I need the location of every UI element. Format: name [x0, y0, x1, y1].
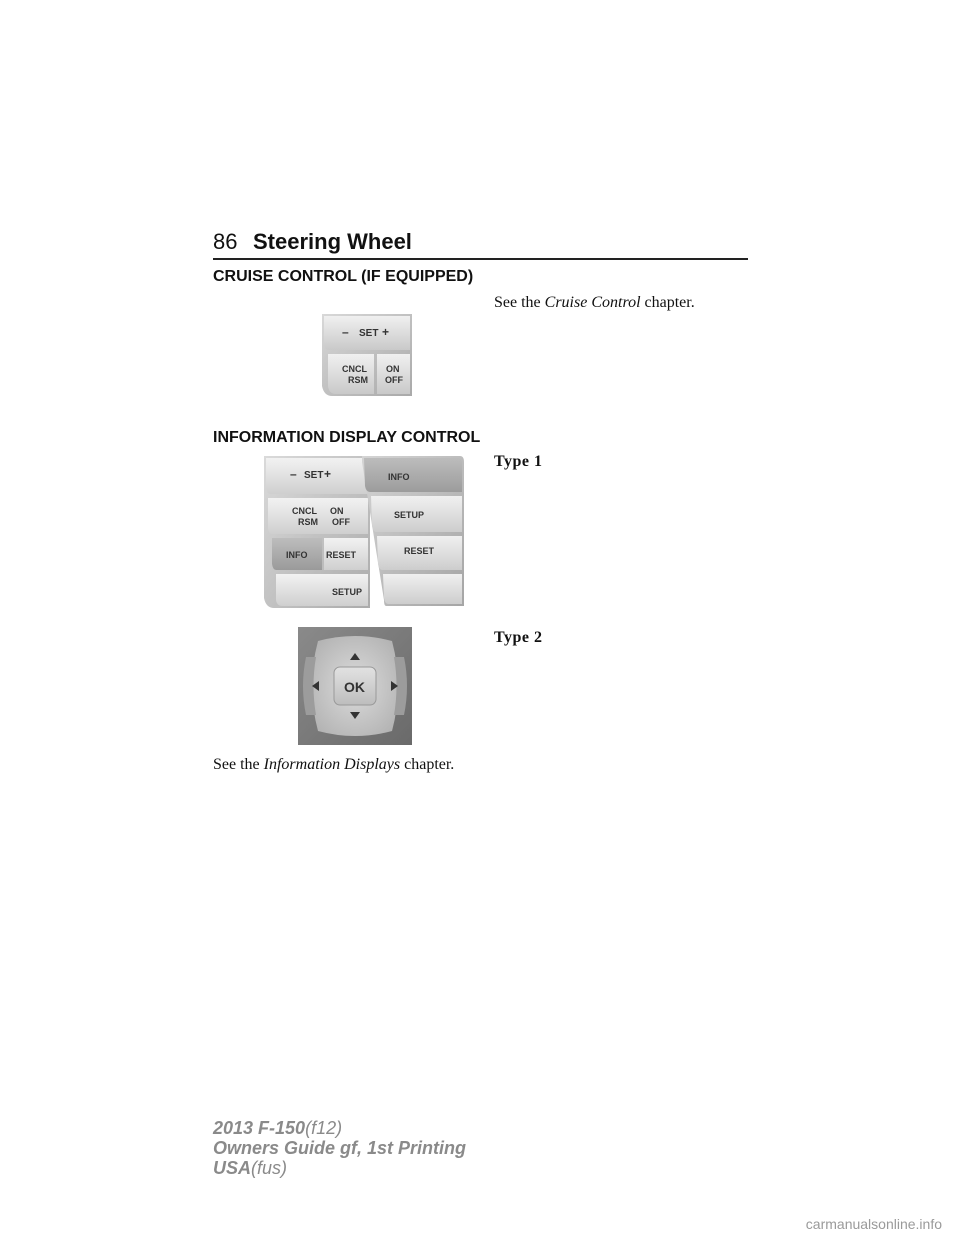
information-display-heading: INFORMATION DISPLAY CONTROL [213, 429, 481, 446]
footer-line-1 [213, 1118, 342, 1138]
type-2-label: Type 2 [494, 629, 543, 646]
right-reset-label: RESET [404, 546, 435, 556]
info-see-prefix: See the [213, 756, 264, 773]
right-info-button [364, 458, 462, 492]
cruise-control-reference [494, 294, 695, 312]
cruise-see-suffix: chapter. [640, 294, 695, 311]
cruise-see-prefix: See the [494, 294, 545, 311]
left-set-label: SET [304, 470, 324, 481]
header-rule [213, 258, 748, 260]
left-on-label: ON [330, 506, 344, 516]
footer-model-code: (f12) [305, 1118, 343, 1138]
information-display-reference [213, 756, 454, 774]
watermark: carmanualsonline.info [805, 1216, 942, 1232]
cruise-control-heading: CRUISE CONTROL (IF EQUIPPED) [213, 268, 474, 285]
page-title: Steering Wheel [253, 229, 412, 254]
footer-market-code: (fus) [251, 1158, 288, 1178]
cruise-minus-label: – [342, 325, 349, 339]
cruise-control-chapter-link[interactable]: Cruise Control [544, 294, 641, 311]
right-info-label: INFO [388, 472, 410, 482]
cruise-on-label: ON [386, 364, 400, 374]
cruise-set-label: SET [359, 328, 379, 339]
type-1-right-buttons-illustration [358, 454, 466, 610]
left-info-label: INFO [286, 550, 308, 560]
information-displays-chapter-link[interactable]: Information Displays [263, 756, 401, 773]
footer-line-2: Owners Guide gf, 1st Printing [213, 1138, 467, 1158]
ok-label: OK [344, 679, 365, 695]
left-plus-label: + [324, 467, 332, 481]
type-1-label: Type 1 [494, 453, 543, 470]
cruise-control-buttons-illustration [318, 312, 414, 398]
left-off-label: OFF [332, 517, 350, 527]
cruise-rsm-label: RSM [348, 375, 368, 385]
cruise-cncl-label: CNCL [342, 364, 367, 374]
footer-line-3 [213, 1158, 287, 1178]
info-see-suffix: chapter. [400, 756, 455, 773]
cruise-on-off-button [377, 354, 410, 394]
left-cncl-label: CNCL [292, 506, 317, 516]
cruise-cncl-rsm-button [328, 354, 374, 394]
page-number: 86 [213, 229, 238, 254]
type-2-five-way-pad-illustration [298, 627, 412, 745]
cruise-off-label: OFF [385, 375, 403, 385]
footer-model: 2013 F-150 [213, 1118, 306, 1138]
right-blank-button [383, 574, 462, 604]
right-setup-label: SETUP [394, 510, 425, 520]
left-setup-label: SETUP [332, 587, 363, 597]
cruise-plus-label: + [382, 325, 390, 339]
footer-market: USA [213, 1158, 252, 1178]
left-rsm-label: RSM [298, 517, 318, 527]
left-cncl-on-button [268, 498, 368, 534]
left-minus-label: – [290, 467, 297, 481]
left-reset-label: RESET [326, 550, 357, 560]
